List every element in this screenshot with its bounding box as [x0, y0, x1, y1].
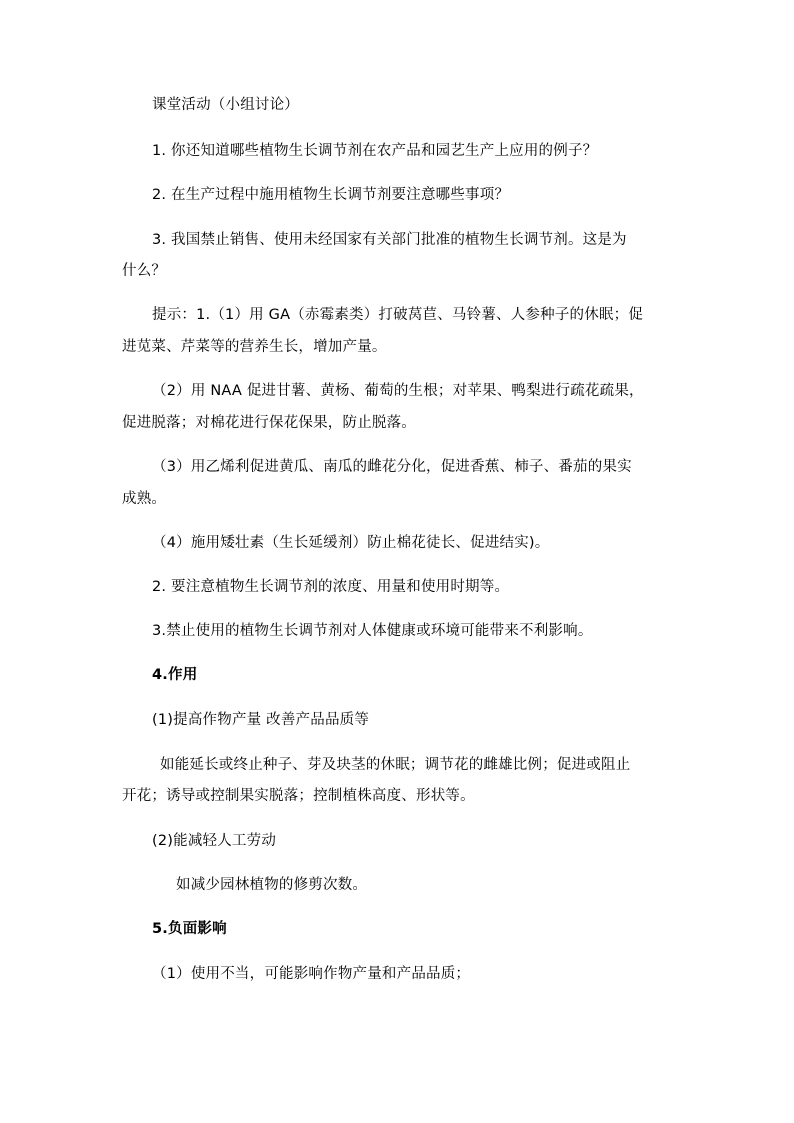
function-1-title: (1)提高作物产量 改善产品品质等 [152, 712, 370, 728]
hint-2: 2. 要注意植物生长调节剂的浓度、用量和使用时期等。 [152, 579, 510, 595]
section-heading-class-activity: 课堂活动（小组讨论） [152, 97, 299, 113]
question-3-line-2: 什么？ [122, 263, 167, 279]
function-1-detail-line-1: 如能延长或终止种子、芽及块茎的休眠；调节花的雌雄比例；促进或阻止 [160, 757, 631, 773]
hint-1-2-line-2: 促进脱落；对棉花进行保花保果，防止脱落。 [122, 415, 416, 431]
hint-1-1-line-2: 进苋菜、芹菜等的营养生长，增加产量。 [122, 339, 387, 355]
function-2-title: (2)能减轻人工劳动 [152, 833, 277, 849]
hint-3: 3.禁止使用的植物生长调节剂对人体健康或环境可能带来不利影响。 [152, 623, 593, 639]
section-heading-negative-effects: 5.负面影响 [152, 921, 227, 937]
negative-effect-1: （1）使用不当，可能影响作物产量和产品品质； [152, 966, 471, 982]
question-2: 2. 在生产过程中施用植物生长调节剂要注意哪些事项？ [152, 187, 510, 203]
function-1-detail-line-2: 开花；诱导或控制果实脱落；控制植株高度、形状等。 [122, 788, 475, 804]
hint-1-3-line-1: （3）用乙烯利促进黄瓜、南瓜的雌花分化，促进香蕉、柿子、番茄的果实 [152, 459, 632, 475]
question-3-line-1: 3. 我国禁止销售、使用未经国家有关部门批准的植物生长调节剂。这是为 [152, 232, 627, 248]
hint-1-2-line-1: （2）用 NAA 促进甘薯、黄杨、葡萄的生根；对苹果、鸭梨进行疏花疏果， [152, 383, 644, 399]
section-heading-function: 4.作用 [152, 667, 198, 683]
hint-1-4: （4）施用矮壮素（生长延缓剂）防止棉花徒长、促进结实)。 [152, 535, 550, 551]
hint-1-3-line-2: 成熟。 [122, 491, 167, 507]
function-2-detail: 如减少园林植物的修剪次数。 [176, 877, 368, 893]
hint-1-1-line-1: 提示：1.（1）用 GA（赤霉素类）打破莴苣、马铃薯、人参种子的休眠；促 [152, 307, 644, 323]
question-1: 1. 你还知道哪些植物生长调节剂在农产品和园艺生产上应用的例子？ [152, 143, 598, 159]
